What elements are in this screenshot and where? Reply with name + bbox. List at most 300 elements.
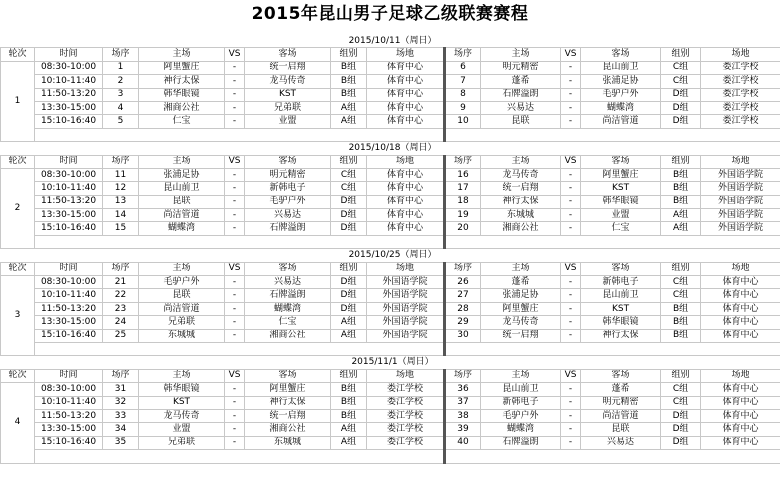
col-header-seq: 场序: [103, 369, 139, 382]
match-group: B组: [331, 88, 367, 101]
col-header-venue: 场地: [367, 369, 445, 382]
match-venue: 体育中心: [701, 436, 780, 449]
spacer-cell: [103, 235, 139, 248]
match-group: B组: [331, 75, 367, 88]
home-team: 昆山前卫: [481, 383, 561, 396]
match-venue: 娄江学校: [701, 75, 780, 88]
col-header-away: 客场: [245, 48, 331, 61]
match-group: A组: [331, 436, 367, 449]
home-team: 统一启翔: [481, 182, 561, 195]
spacer-cell: [331, 235, 367, 248]
away-team: 石牌溢朗: [245, 289, 331, 302]
away-team: 阿里蟹庄: [245, 383, 331, 396]
date-row: [1, 142, 780, 155]
vs-mark: -: [561, 383, 581, 396]
away-team: KST: [581, 182, 661, 195]
col-header-away: 客场: [581, 369, 661, 382]
home-team: 阿里蟹庄: [481, 302, 561, 315]
away-team: 蝴蝶湾: [581, 101, 661, 114]
vs-mark: -: [225, 383, 245, 396]
match-seq: 12: [103, 182, 139, 195]
match-row: [1, 195, 780, 208]
match-venue: 体育中心: [701, 423, 780, 436]
match-seq: 8: [445, 88, 481, 101]
match-time: 08:30-10:00: [35, 168, 103, 181]
away-team: 统一启翔: [245, 61, 331, 74]
away-team: 明元精密: [581, 396, 661, 409]
col-header-round: 轮次: [1, 262, 35, 275]
match-time: 13:30-15:00: [35, 101, 103, 114]
round-number: 3: [1, 276, 35, 356]
away-team: 张浦足协: [581, 75, 661, 88]
vs-mark: -: [561, 409, 581, 422]
spacer-cell: [367, 342, 445, 355]
spacer-cell: [445, 450, 481, 463]
match-time: 11:50-13:20: [35, 195, 103, 208]
away-team: 统一启翔: [245, 409, 331, 422]
vs-mark: -: [561, 302, 581, 315]
spacer-cell: [581, 450, 661, 463]
away-team: 蝴蝶湾: [245, 302, 331, 315]
away-team: 石牌溢朗: [245, 222, 331, 235]
home-team: 龙马传奇: [481, 316, 561, 329]
match-venue: 体育中心: [367, 209, 445, 222]
vs-mark: -: [225, 302, 245, 315]
away-team: 业盟: [245, 115, 331, 128]
away-team: 尚洁管道: [581, 409, 661, 422]
schedule-table: [0, 35, 780, 464]
spacer-cell: [331, 128, 367, 141]
match-seq: 6: [445, 61, 481, 74]
match-group: B组: [661, 302, 701, 315]
date-spacer: [1, 249, 225, 262]
match-venue: 外国语学院: [701, 209, 780, 222]
match-group: D组: [331, 276, 367, 289]
match-time: 08:30-10:00: [35, 61, 103, 74]
vs-mark: -: [561, 75, 581, 88]
match-venue: 体育中心: [701, 383, 780, 396]
match-seq: 36: [445, 383, 481, 396]
spacer-cell: [701, 235, 780, 248]
spacer-cell: [331, 342, 367, 355]
home-team: 昆联: [481, 115, 561, 128]
vs-mark: -: [561, 182, 581, 195]
spacer-cell: [661, 128, 701, 141]
home-team: 东城城: [481, 209, 561, 222]
match-group: D组: [661, 436, 701, 449]
match-time: 13:30-15:00: [35, 316, 103, 329]
match-seq: 40: [445, 436, 481, 449]
spacer-cell: [481, 450, 561, 463]
match-venue: 娄江学校: [367, 436, 445, 449]
match-seq: 26: [445, 276, 481, 289]
vs-mark: -: [561, 168, 581, 181]
away-team: KST: [245, 88, 331, 101]
col-header-time: 时间: [35, 155, 103, 168]
match-venue: 体育中心: [701, 409, 780, 422]
date-row: [1, 35, 780, 48]
col-header-home: 主场: [139, 369, 225, 382]
match-seq: 13: [103, 195, 139, 208]
vs-mark: -: [561, 436, 581, 449]
col-header-time: 时间: [35, 48, 103, 61]
vs-mark: -: [225, 409, 245, 422]
col-header-round: 轮次: [1, 48, 35, 61]
match-group: D组: [331, 302, 367, 315]
away-team: 新韩电子: [245, 182, 331, 195]
match-row: [1, 289, 780, 302]
match-venue: 体育中心: [367, 168, 445, 181]
col-header-round: 轮次: [1, 369, 35, 382]
match-seq: 34: [103, 423, 139, 436]
col-header-venue: 场地: [367, 262, 445, 275]
col-header-group: 组别: [661, 48, 701, 61]
col-header-away: 客场: [581, 48, 661, 61]
match-venue: 外国语学院: [367, 276, 445, 289]
match-seq: 29: [445, 316, 481, 329]
date-spacer: [561, 142, 780, 155]
spacer-cell: [481, 342, 561, 355]
home-team: 张浦足协: [139, 168, 225, 181]
date-spacer: [1, 356, 225, 369]
col-header-home: 主场: [481, 155, 561, 168]
match-time: 10:10-11:40: [35, 396, 103, 409]
header-row: [1, 369, 780, 382]
away-team: 昆山前卫: [581, 61, 661, 74]
col-header-away: 客场: [245, 155, 331, 168]
match-seq: 38: [445, 409, 481, 422]
col-header-group: 组别: [661, 262, 701, 275]
spacer-row: [1, 235, 780, 248]
match-seq: 17: [445, 182, 481, 195]
match-venue: 体育中心: [367, 61, 445, 74]
match-venue: 体育中心: [701, 396, 780, 409]
match-venue: 体育中心: [701, 316, 780, 329]
col-header-seq: 场序: [103, 262, 139, 275]
match-seq: 23: [103, 302, 139, 315]
col-header-vs: VS: [225, 155, 245, 168]
match-venue: 娄江学校: [367, 396, 445, 409]
match-seq: 20: [445, 222, 481, 235]
col-header-vs: VS: [561, 48, 581, 61]
away-team: 新韩电子: [581, 276, 661, 289]
spacer-cell: [481, 235, 561, 248]
away-team: 仁宝: [245, 316, 331, 329]
home-team: 蝴蝶湾: [481, 423, 561, 436]
vs-mark: -: [561, 276, 581, 289]
match-venue: 外国语学院: [701, 168, 780, 181]
col-header-venue: 场地: [701, 48, 780, 61]
home-team: 昆联: [139, 289, 225, 302]
home-team: 蝴蝶湾: [139, 222, 225, 235]
match-venue: 娄江学校: [367, 409, 445, 422]
match-seq: 25: [103, 329, 139, 342]
spacer-cell: [581, 342, 661, 355]
spacer-row: [1, 128, 780, 141]
match-seq: 35: [103, 436, 139, 449]
match-group: B组: [661, 316, 701, 329]
col-header-venue: 场地: [367, 155, 445, 168]
spacer-cell: [35, 450, 103, 463]
match-group: A组: [331, 115, 367, 128]
spacer-row: [1, 450, 780, 463]
match-row: [1, 115, 780, 128]
col-header-home: 主场: [139, 48, 225, 61]
match-row: [1, 168, 780, 181]
spacer-cell: [225, 235, 245, 248]
vs-mark: -: [561, 61, 581, 74]
match-venue: 体育中心: [367, 88, 445, 101]
home-team: 湘商公社: [481, 222, 561, 235]
match-venue: 娄江学校: [701, 88, 780, 101]
match-group: D组: [331, 209, 367, 222]
home-team: 神行太保: [139, 75, 225, 88]
match-time: 08:30-10:00: [35, 383, 103, 396]
away-team: 龙马传奇: [245, 75, 331, 88]
away-team: 湘商公社: [245, 329, 331, 342]
vs-mark: -: [561, 209, 581, 222]
match-group: D组: [661, 115, 701, 128]
col-header-group: 组别: [331, 48, 367, 61]
match-venue: 娄江学校: [701, 101, 780, 114]
spacer-cell: [139, 235, 225, 248]
spacer-cell: [35, 235, 103, 248]
match-row: [1, 75, 780, 88]
match-group: B组: [661, 182, 701, 195]
home-team: 昆联: [139, 195, 225, 208]
col-header-time: 时间: [35, 369, 103, 382]
match-group: B组: [331, 61, 367, 74]
col-header-vs: VS: [225, 262, 245, 275]
match-venue: 外国语学院: [367, 329, 445, 342]
home-team: 毛驴户外: [139, 276, 225, 289]
col-header-away: 客场: [245, 262, 331, 275]
home-team: 东城城: [139, 329, 225, 342]
spacer-cell: [367, 128, 445, 141]
home-team: 明元精密: [481, 61, 561, 74]
away-team: 兴易达: [581, 436, 661, 449]
home-team: 兄弟联: [139, 316, 225, 329]
match-row: [1, 329, 780, 342]
spacer-cell: [661, 342, 701, 355]
round-number: 1: [1, 61, 35, 141]
vs-mark: -: [225, 289, 245, 302]
match-seq: 14: [103, 209, 139, 222]
col-header-round: 轮次: [1, 155, 35, 168]
match-group: C组: [331, 182, 367, 195]
match-seq: 27: [445, 289, 481, 302]
spacer-cell: [245, 342, 331, 355]
vs-mark: -: [561, 289, 581, 302]
match-group: C组: [661, 396, 701, 409]
vs-mark: -: [225, 209, 245, 222]
match-venue: 体育中心: [701, 289, 780, 302]
col-header-seq: 场序: [445, 262, 481, 275]
away-team: 神行太保: [245, 396, 331, 409]
vs-mark: -: [561, 396, 581, 409]
col-header-away: 客场: [581, 262, 661, 275]
spacer-cell: [35, 128, 103, 141]
vs-mark: -: [561, 222, 581, 235]
vs-mark: -: [225, 75, 245, 88]
match-venue: 外国语学院: [367, 316, 445, 329]
match-seq: 10: [445, 115, 481, 128]
vs-mark: -: [225, 182, 245, 195]
away-team: 蓬希: [581, 383, 661, 396]
spacer-cell: [245, 128, 331, 141]
spacer-cell: [661, 235, 701, 248]
match-row: [1, 423, 780, 436]
match-row: [1, 302, 780, 315]
match-date: 2015/10/11（周日）: [225, 35, 561, 48]
date-spacer: [1, 35, 225, 48]
home-team: 兴易达: [481, 101, 561, 114]
match-seq: 39: [445, 423, 481, 436]
col-header-home: 主场: [139, 262, 225, 275]
match-seq: 22: [103, 289, 139, 302]
match-group: C组: [661, 276, 701, 289]
away-team: 昆联: [581, 423, 661, 436]
match-seq: 28: [445, 302, 481, 315]
match-seq: 4: [103, 101, 139, 114]
away-team: 韩华眼镜: [581, 195, 661, 208]
match-group: C组: [661, 61, 701, 74]
vs-mark: -: [225, 101, 245, 114]
date-spacer: [561, 356, 780, 369]
col-header-vs: VS: [225, 369, 245, 382]
spacer-cell: [445, 235, 481, 248]
away-team: KST: [581, 302, 661, 315]
match-row: [1, 88, 780, 101]
match-venue: 体育中心: [367, 101, 445, 114]
home-team: KST: [139, 396, 225, 409]
col-header-venue: 场地: [701, 262, 780, 275]
col-header-home: 主场: [139, 155, 225, 168]
away-team: 韩华眼镜: [581, 316, 661, 329]
home-team: 湘商公社: [139, 101, 225, 114]
match-group: A组: [331, 316, 367, 329]
match-venue: 外国语学院: [701, 182, 780, 195]
date-spacer: [561, 35, 780, 48]
match-group: A组: [331, 101, 367, 114]
match-seq: 16: [445, 168, 481, 181]
match-date: 2015/10/25（周日）: [225, 249, 561, 262]
col-header-vs: VS: [561, 369, 581, 382]
vs-mark: -: [561, 195, 581, 208]
spacer-cell: [367, 450, 445, 463]
match-time: 11:50-13:20: [35, 302, 103, 315]
away-team: 毛驴户外: [245, 195, 331, 208]
match-venue: 体育中心: [367, 182, 445, 195]
match-row: [1, 101, 780, 114]
match-group: D组: [661, 101, 701, 114]
match-group: C组: [661, 75, 701, 88]
match-row: [1, 209, 780, 222]
vs-mark: -: [225, 222, 245, 235]
away-team: 业盟: [581, 209, 661, 222]
vs-mark: -: [225, 115, 245, 128]
match-group: D组: [331, 289, 367, 302]
match-group: D组: [331, 222, 367, 235]
home-team: 石牌溢朗: [481, 88, 561, 101]
match-time: 10:10-11:40: [35, 75, 103, 88]
home-team: 新韩电子: [481, 396, 561, 409]
round-number: 4: [1, 383, 35, 463]
match-seq: 30: [445, 329, 481, 342]
round-number: 2: [1, 168, 35, 248]
col-header-seq: 场序: [103, 155, 139, 168]
away-team: 毛驴户外: [581, 88, 661, 101]
match-row: [1, 396, 780, 409]
away-team: 明元精密: [245, 168, 331, 181]
match-venue: 外国语学院: [701, 195, 780, 208]
spacer-cell: [245, 235, 331, 248]
vs-mark: -: [561, 88, 581, 101]
match-group: C组: [661, 383, 701, 396]
spacer-cell: [561, 342, 581, 355]
away-team: 湘商公社: [245, 423, 331, 436]
spacer-cell: [225, 342, 245, 355]
col-header-vs: VS: [225, 48, 245, 61]
spacer-cell: [661, 450, 701, 463]
date-spacer: [561, 249, 780, 262]
date-row: [1, 356, 780, 369]
match-seq: 18: [445, 195, 481, 208]
spacer-cell: [445, 342, 481, 355]
match-group: C组: [661, 289, 701, 302]
header-row: [1, 155, 780, 168]
vs-mark: -: [225, 423, 245, 436]
vs-mark: -: [225, 436, 245, 449]
col-header-vs: VS: [561, 262, 581, 275]
match-group: C组: [331, 168, 367, 181]
match-date: 2015/10/18（周日）: [225, 142, 561, 155]
match-seq: 11: [103, 168, 139, 181]
away-team: 尚洁管道: [581, 115, 661, 128]
schedule-body: [1, 35, 780, 463]
home-team: 兄弟联: [139, 436, 225, 449]
vs-mark: -: [225, 329, 245, 342]
home-team: 毛驴户外: [481, 409, 561, 422]
match-time: 11:50-13:20: [35, 88, 103, 101]
vs-mark: -: [225, 396, 245, 409]
col-header-home: 主场: [481, 369, 561, 382]
away-team: 阿里蟹庄: [581, 168, 661, 181]
col-header-seq: 场序: [103, 48, 139, 61]
match-group: A组: [331, 329, 367, 342]
match-seq: 37: [445, 396, 481, 409]
match-seq: 33: [103, 409, 139, 422]
col-header-group: 组别: [661, 369, 701, 382]
match-venue: 娄江学校: [701, 115, 780, 128]
match-time: 15:10-16:40: [35, 222, 103, 235]
col-header-seq: 场序: [445, 48, 481, 61]
match-date: 2015/11/1（周日）: [225, 356, 561, 369]
col-header-venue: 场地: [701, 369, 780, 382]
match-seq: 19: [445, 209, 481, 222]
vs-mark: -: [225, 88, 245, 101]
spacer-cell: [581, 235, 661, 248]
home-team: 龙马传奇: [139, 409, 225, 422]
home-team: 张浦足协: [481, 289, 561, 302]
vs-mark: -: [225, 168, 245, 181]
match-group: D组: [661, 409, 701, 422]
spacer-cell: [103, 450, 139, 463]
match-group: B组: [661, 168, 701, 181]
match-seq: 3: [103, 88, 139, 101]
home-team: 蓬希: [481, 276, 561, 289]
away-team: 神行太保: [581, 329, 661, 342]
